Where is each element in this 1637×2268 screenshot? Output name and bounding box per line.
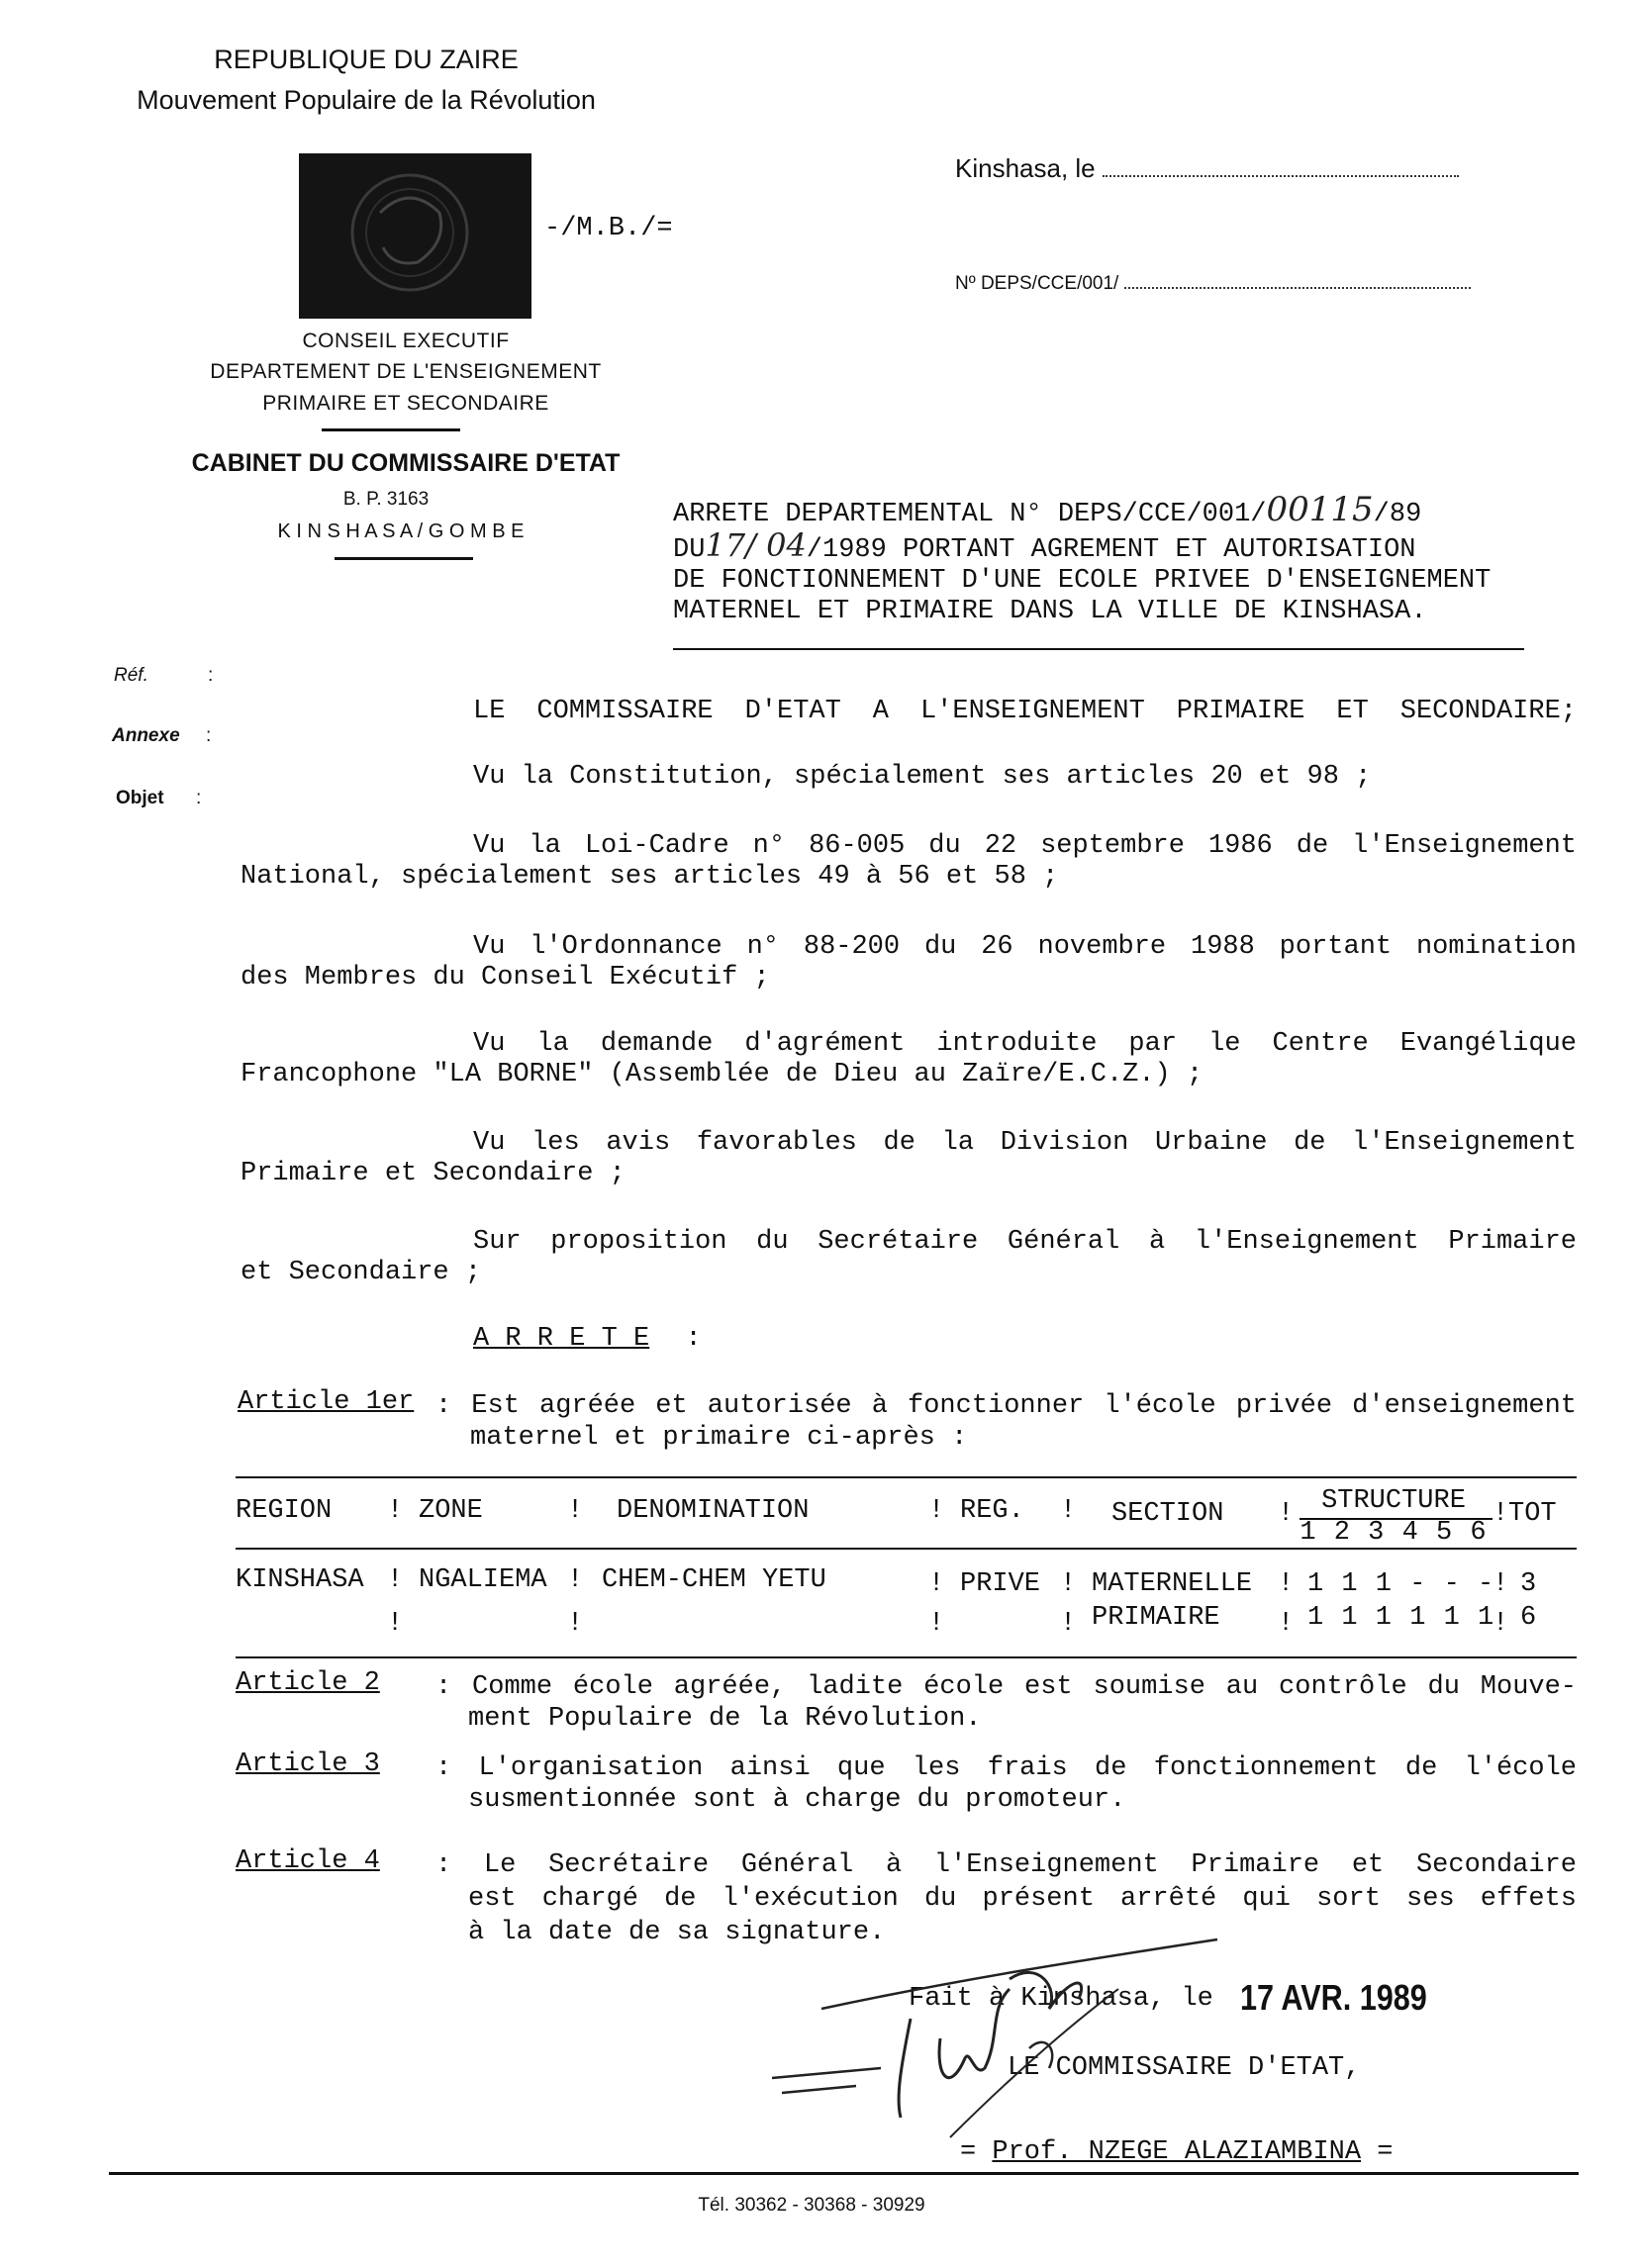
arrete-heading: A R R E T E : [473,1324,702,1354]
objet-label: Objet [116,788,164,808]
header-structure: STRUCTURE [1321,1486,1466,1516]
title-underline [673,648,1524,650]
table-row: KINSHASA ! NGALIEMA ! CHEM-CHEM YETU ! PRIVE ! MATERNELLE ! 1 1 1 - - - ! 3 ! ! ! ! PRIMAIRE ! 1 1 1 1 1 1 ! 6 [236,1565,1537,1639]
vu-constitution: Vu la Constitution, spécialement ses articles 20 et 98 ; [473,762,1372,792]
footer-telephone: Tél. 30362 - 30368 - 30929 [698,2195,925,2216]
mb-reference: -/M.B./= [544,214,673,243]
article-1-line-2: maternel et primaire ci-après : [470,1423,968,1453]
commissaire-heading: LE COMMISSAIRE D'ETAT A L'ENSEIGNEMENT PRIMAIRE ET SECONDAIRE; [473,697,1577,726]
article-2-label: Article 2 [236,1668,380,1698]
country-name: REPUBLIQUE DU ZAIRE [214,45,519,74]
article-4-line-2: est chargé de l'exécution du présent arrêté qui sort ses effets [468,1884,1577,1914]
header-section: SECTION [1111,1499,1224,1529]
conseil-executif: CONSEIL EXECUTIF [302,330,510,352]
article-3-line-1: : L'organisation ainsi que les frais de fonctionnement de l'école [435,1753,1577,1783]
reference-number-label: Nº DEPS/CCE/001/ [955,273,1119,294]
vu-avis: Vu les avis favorables de la Division Urbaine de l'Enseignement Primaire et Secondaire ; [241,1128,1577,1188]
cell-section-primaire: PRIMAIRE [1092,1603,1220,1633]
reference-number-blank [1124,287,1471,289]
article-1-label: Article 1er [238,1387,415,1417]
cabinet-title: CABINET DU COMMISSAIRE D'ETAT [191,449,621,477]
header-denomination: DENOMINATION [617,1496,810,1526]
cell-tot-primaire: 6 [1520,1603,1537,1633]
title-line-3: DE FONCTIONNEMENT D'UNE ECOLE PRIVEE D'ENSEIGNEMENT [673,566,1492,596]
cell-denomination: CHEM-CHEM YETU [602,1565,826,1595]
article-2-line-1: : Comme école agréée, ladite école est soumise au contrôle du Mouve- [435,1672,1577,1702]
title-line-4: MATERNEL ET PRIMAIRE DANS LA VILLE DE KINSHASA. [673,597,1427,626]
vu-loi-cadre: Vu la Loi-Cadre n° 86-005 du 22 septembre 1986 de l'Enseignement National, spécialement ses articles 49 à 56 et 58 ; [241,831,1577,892]
handwritten-date: 17/ 04 [705,526,807,564]
ref-label: Réf. [114,665,148,686]
title-line-2: DU17/ 04/1989 PORTANT AGREMENT ET AUTORISATION [673,526,1416,565]
city-address: K I N S H A S A / G O M B E [277,520,525,542]
date-field [955,153,1459,184]
header-tot: TOT [1508,1499,1557,1529]
objet-colon: : [196,788,202,808]
cell-section-maternelle: MATERNELLE [1092,1569,1253,1599]
date-blank [1103,175,1459,177]
header-zone: ZONE [419,1496,483,1526]
arrete-word: A R R E T E [473,1324,650,1354]
arrete-title-block [673,490,1524,627]
cell-structure-primaire: 1 1 1 1 1 1 [1307,1603,1495,1633]
table-top-rule [236,1476,1577,1478]
signatory-name: Prof. NZEGE ALAZIAMBINA [992,2137,1362,2167]
annexe-colon: : [206,725,212,746]
article-4-line-1: : Le Secrétaire Général à l'Enseignement Primaire et Secondaire [435,1850,1577,1880]
header-divider [322,428,460,431]
handwritten-number: 00115 [1266,490,1374,529]
vu-ordonnance: Vu l'Ordonnance n° 88-200 du 26 novembre 1988 portant nomination des Membres du Conseil Exécutif ; [241,932,1577,992]
primaire-secondaire: PRIMAIRE ET SECONDAIRE [262,392,549,415]
table-bottom-rule [236,1656,1577,1658]
sur-proposition: Sur proposition du Secrétaire Général à l'Enseignement Primaire et Secondaire ; [241,1227,1577,1287]
article-4-label: Article 4 [236,1846,380,1876]
annexe-label: Annexe [112,725,180,746]
departement-label: DEPARTEMENT DE L'ENSEIGNEMENT [210,360,602,383]
cell-zone: NGALIEMA [419,1565,547,1595]
header-region: REGION [236,1496,333,1526]
date-stamp: 17 AVR. 1989 [1240,1977,1427,2018]
cell-region: KINSHASA [236,1565,364,1595]
address-divider [335,557,473,560]
article-3-label: Article 3 [236,1749,380,1779]
cell-structure-maternelle: 1 1 1 - - - [1307,1569,1495,1599]
party-name: Mouvement Populaire de la Révolution [137,85,596,115]
national-emblem-seal-icon [299,153,531,319]
commissaire-title: LE COMMISSAIRE D'ETAT, [1008,2053,1361,2083]
article-4-line-3: à la date de sa signature. [468,1918,886,1947]
date-label: Kinshasa, le [955,153,1096,183]
footer-rule [109,2172,1579,2175]
article-3-line-2: susmentionnée sont à charge du promoteur. [468,1785,1126,1815]
signatory-name-line: = Prof. NZEGE ALAZIAMBINA = [960,2137,1394,2167]
bp-address: B. P. 3163 [342,489,430,510]
vu-demande: Vu la demande d'agrément introduite par le Centre Evangélique Francophone "LA BORNE" (Assemblée de Dieu au Zaïre/E.C.Z.) ; [241,1029,1577,1089]
ref-colon: : [208,665,214,686]
fait-a-kinshasa: Fait à Kinshasa, le [909,1984,1213,2014]
title-line-1: ARRETE DEPARTEMENTAL N° DEPS/CCE/001/00115/89 [673,490,1422,529]
table-header-row: REGION ! ZONE ! DENOMINATION ! REG. ! SECTION ! STRUCTURE 1 2 3 4 5 6 ! TOT [236,1486,1557,1548]
cell-tot-maternelle: 3 [1520,1569,1537,1599]
article-1-line-1: : Est agréée et autorisée à fonctionner l'école privée d'enseignement [435,1391,1577,1421]
cell-reg: PRIVE [960,1569,1041,1599]
reference-number-field [955,273,1471,295]
header-structure-numbers: 1 2 3 4 5 6 [1300,1518,1488,1548]
article-2-line-2: ment Populaire de la Révolution. [468,1704,982,1734]
table-header-rule [236,1548,1577,1550]
header-reg: REG. [960,1496,1024,1526]
